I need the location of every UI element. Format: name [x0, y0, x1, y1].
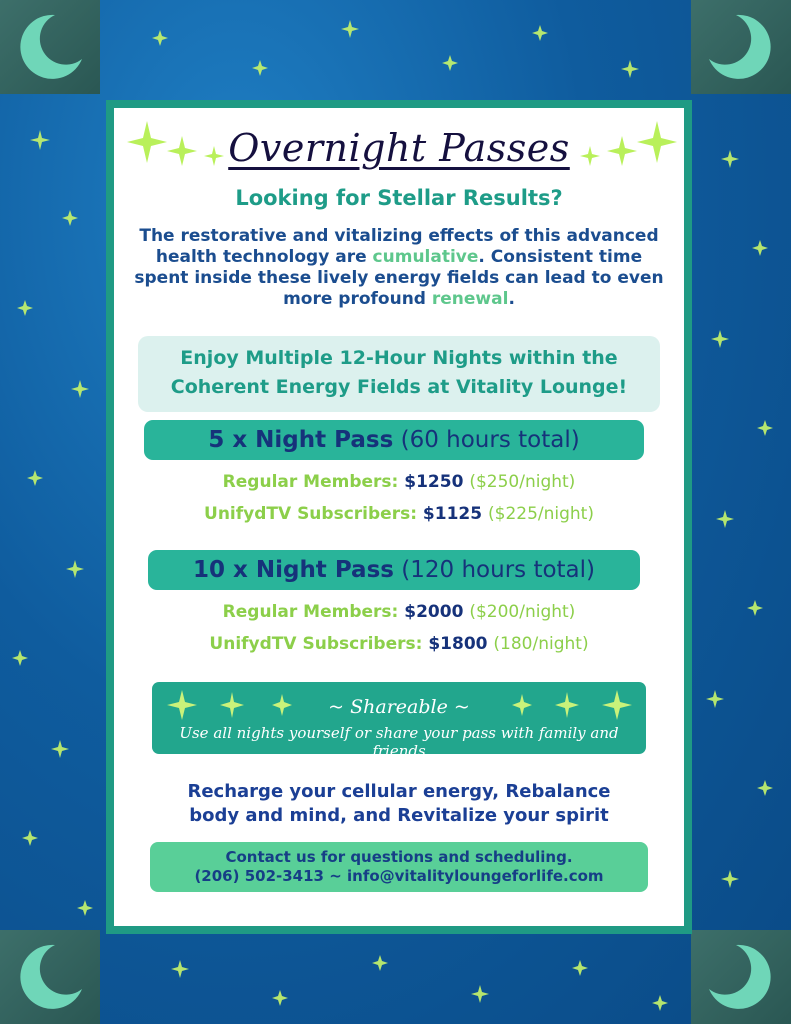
- contact-details[interactable]: (206) 502-3413 ~ info@vitalityloungeforlife.com: [194, 867, 604, 885]
- contact-line: Contact us for questions and scheduling.: [225, 848, 573, 866]
- star-icon: [711, 330, 729, 348]
- star-icon: [272, 990, 288, 1006]
- flyer-content: [114, 108, 684, 926]
- pass-10-regular-price: [114, 602, 684, 622]
- star-icon: [757, 420, 773, 436]
- star-icon: [71, 380, 89, 398]
- star-icon: [51, 740, 69, 758]
- price-label: Regular Members:: [222, 602, 399, 622]
- star-icon: [62, 210, 78, 226]
- price-per-night: ($250/night): [469, 472, 576, 492]
- price-label: UnifydTV Subscribers:: [204, 504, 417, 524]
- intro-text: . Consistent time spent inside these lively energy fields can lead to even more profound: [134, 247, 664, 309]
- star-icon: [66, 560, 84, 578]
- star-icon: [252, 60, 268, 76]
- star-icon: [721, 870, 739, 888]
- flyer-card: [106, 100, 692, 934]
- star-icon: [752, 240, 768, 256]
- shareable-subtitle: Use all nights yourself or share your pass with family and friends: [179, 724, 619, 760]
- contact-box: [150, 842, 648, 892]
- star-icon: [532, 25, 548, 41]
- star-icon: [152, 30, 168, 46]
- corner-top-left: [0, 0, 100, 94]
- page-title: Overnight Passes: [228, 126, 570, 170]
- star-icon: [341, 20, 359, 38]
- star-icon: [77, 900, 93, 916]
- pass-5-regular-price: [114, 472, 684, 492]
- star-icon: [621, 60, 639, 78]
- enjoy-banner: [138, 336, 660, 412]
- moon-icon: [701, 7, 781, 87]
- moon-icon: [10, 7, 90, 87]
- enjoy-line: Coherent Energy Fields at Vitality Lounge!: [170, 376, 628, 398]
- price-label: UnifydTV Subscribers:: [209, 634, 423, 654]
- star-icon: [27, 470, 43, 486]
- star-icon: [706, 690, 724, 708]
- star-icon: [721, 150, 739, 168]
- star-icon: [30, 130, 50, 150]
- price-amount: $2000: [404, 602, 464, 622]
- intro-text: The restorative and vitalizing effects of this advanced health technology are: [139, 226, 659, 267]
- tagline-line: Recharge your cellular energy, Rebalance: [187, 781, 611, 802]
- shareable-banner: [152, 682, 646, 760]
- highlight-cumulative: cumulative: [372, 247, 479, 267]
- star-icon: [442, 55, 458, 71]
- pass-10-subscriber-price: [114, 634, 684, 654]
- star-icon: [372, 955, 388, 971]
- price-amount: $1800: [428, 634, 488, 654]
- star-icon: [716, 510, 734, 528]
- price-amount: $1125: [422, 504, 483, 524]
- pass-name: 5 x Night Pass: [208, 427, 394, 453]
- pass-10-header: [148, 550, 640, 590]
- moon-icon: [701, 937, 781, 1017]
- pass-name: 10 x Night Pass: [192, 557, 394, 583]
- star-icon: [471, 985, 489, 1003]
- pass-5-header: [144, 420, 644, 460]
- price-label: Regular Members:: [222, 472, 399, 492]
- star-icon: [572, 960, 588, 976]
- star-icon: [171, 960, 189, 978]
- price-per-night: ($225/night): [488, 504, 594, 524]
- price-amount: $1250: [404, 472, 464, 492]
- subtitle: Looking for Stellar Results?: [235, 186, 563, 210]
- pass-hours: (120 hours total): [401, 557, 596, 583]
- star-icon: [757, 780, 773, 796]
- recharge-tagline: [144, 780, 654, 828]
- star-icon: [747, 600, 763, 616]
- star-icon: [12, 650, 28, 666]
- shareable-title: ~ Shareable ~: [328, 696, 470, 718]
- pass-5-subscriber-price: [114, 504, 684, 524]
- star-icon: [22, 830, 38, 846]
- highlight-renewal: renewal: [431, 289, 509, 309]
- intro-text: .: [508, 289, 515, 309]
- corner-bottom-right: [691, 930, 791, 1024]
- corner-bottom-left: [0, 930, 100, 1024]
- price-per-night: (180/night): [493, 634, 589, 654]
- star-icon: [652, 995, 668, 1011]
- moon-icon: [10, 937, 90, 1017]
- price-per-night: ($200/night): [469, 602, 576, 622]
- star-icon: [17, 300, 33, 316]
- intro-paragraph: [134, 226, 664, 310]
- enjoy-line: Enjoy Multiple 12-Hour Nights within the: [180, 347, 618, 369]
- tagline-line: body and mind, and Revitalize your spirit: [189, 805, 609, 826]
- pass-hours: (60 hours total): [400, 427, 580, 453]
- corner-top-right: [691, 0, 791, 94]
